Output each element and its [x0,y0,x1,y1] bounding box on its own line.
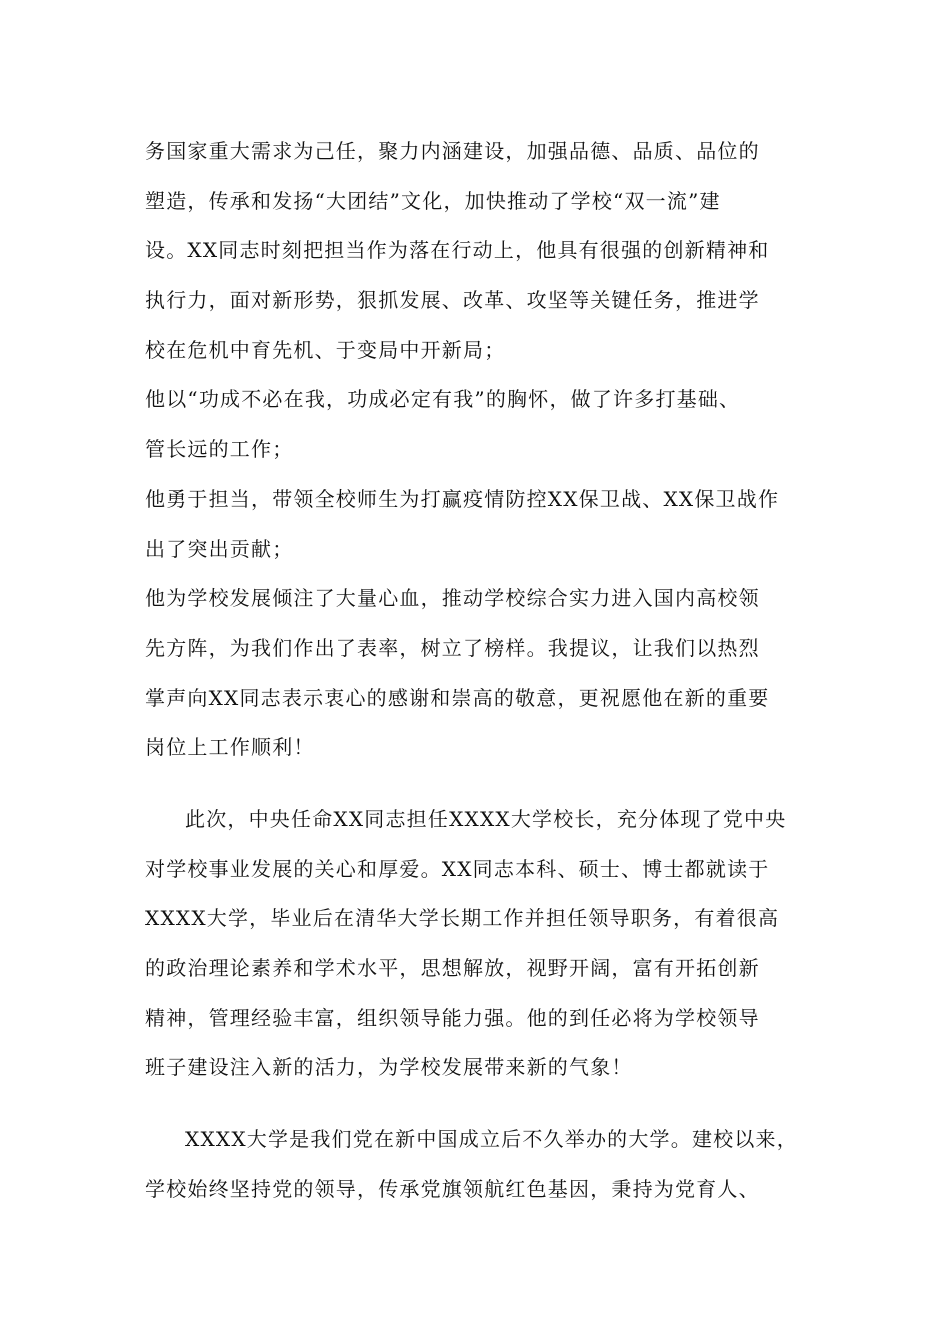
paragraph [145,127,810,375]
paragraph [145,574,810,773]
paragraph-spacing [145,773,810,795]
text-line: 务国家重大需求为己任，聚力内涵建设，加强品德、品质、品位的 [145,139,760,163]
text-line: 他以“功成不必在我，功成必定有我”的胸怀，做了许多打基础、 [145,387,741,412]
text-line: 掌声向XX同志表示衷心的感谢和崇高的敬意，更祝愿他在新的重要 [145,685,770,710]
paragraph [145,375,810,474]
text-line: 学校始终坚持党的领导，传承党旗领航红色基因，秉持为党育人、 [145,1176,760,1201]
text-line: 先方阵，为我们作出了表率，树立了榜样。我提议，让我们以热烈 [145,635,760,660]
text-line: 岗位上工作顺利！ [145,735,315,760]
text-line: 精神，管理经验丰富，组织领导能力强。他的到任必将为学校领导 [145,1005,760,1030]
paragraph [145,475,810,574]
text-line: 校在危机中育先机、于变局中开新局； [145,337,506,362]
text-line: 执行力，面对新形势，狠抓发展、改革、攻坚等关键任务，推进学 [145,288,760,313]
text-line: 设。XX同志时刻把担当作为落在行动上，他具有很强的创新精神和 [145,238,770,263]
text-line: 他勇于担当，带领全校师生为打赢疫情防控XX保卫战、XX保卫战作 [145,486,780,511]
document-body [145,127,810,1214]
text-line: 塑造，传承和发扬“大团结”文化，加快推动了学校“双一流”建 [145,188,721,213]
text-line: 班子建设注入新的活力，为学校发展带来新的气象！ [145,1055,633,1080]
text-line: 此次，中央任命XX同志担任XXXX大学校长，充分体现了党中央 [185,806,787,831]
paragraph [145,795,810,1093]
text-line: 的政治理论素养和学术水平，思想解放，视野开阔，富有开拓创新 [145,956,760,980]
paragraph [145,1115,810,1214]
text-line: 管长远的工作； [145,437,294,462]
text-line: 他为学校发展倾注了大量心血，推动学校综合实力进入国内高校领 [145,586,760,611]
text-line: 对学校事业发展的关心和厚爱。XX同志本科、硕士、博士都就读于 [145,856,770,881]
paragraph-spacing [145,1093,810,1115]
text-line: XXXX大学是我们党在新中国成立后不久举办的大学。建校以来， [185,1127,798,1152]
text-line: 出了突出贡献； [145,536,294,561]
text-line: XXXX大学，毕业后在清华大学长期工作并担任领导职务，有着很高 [145,906,780,931]
